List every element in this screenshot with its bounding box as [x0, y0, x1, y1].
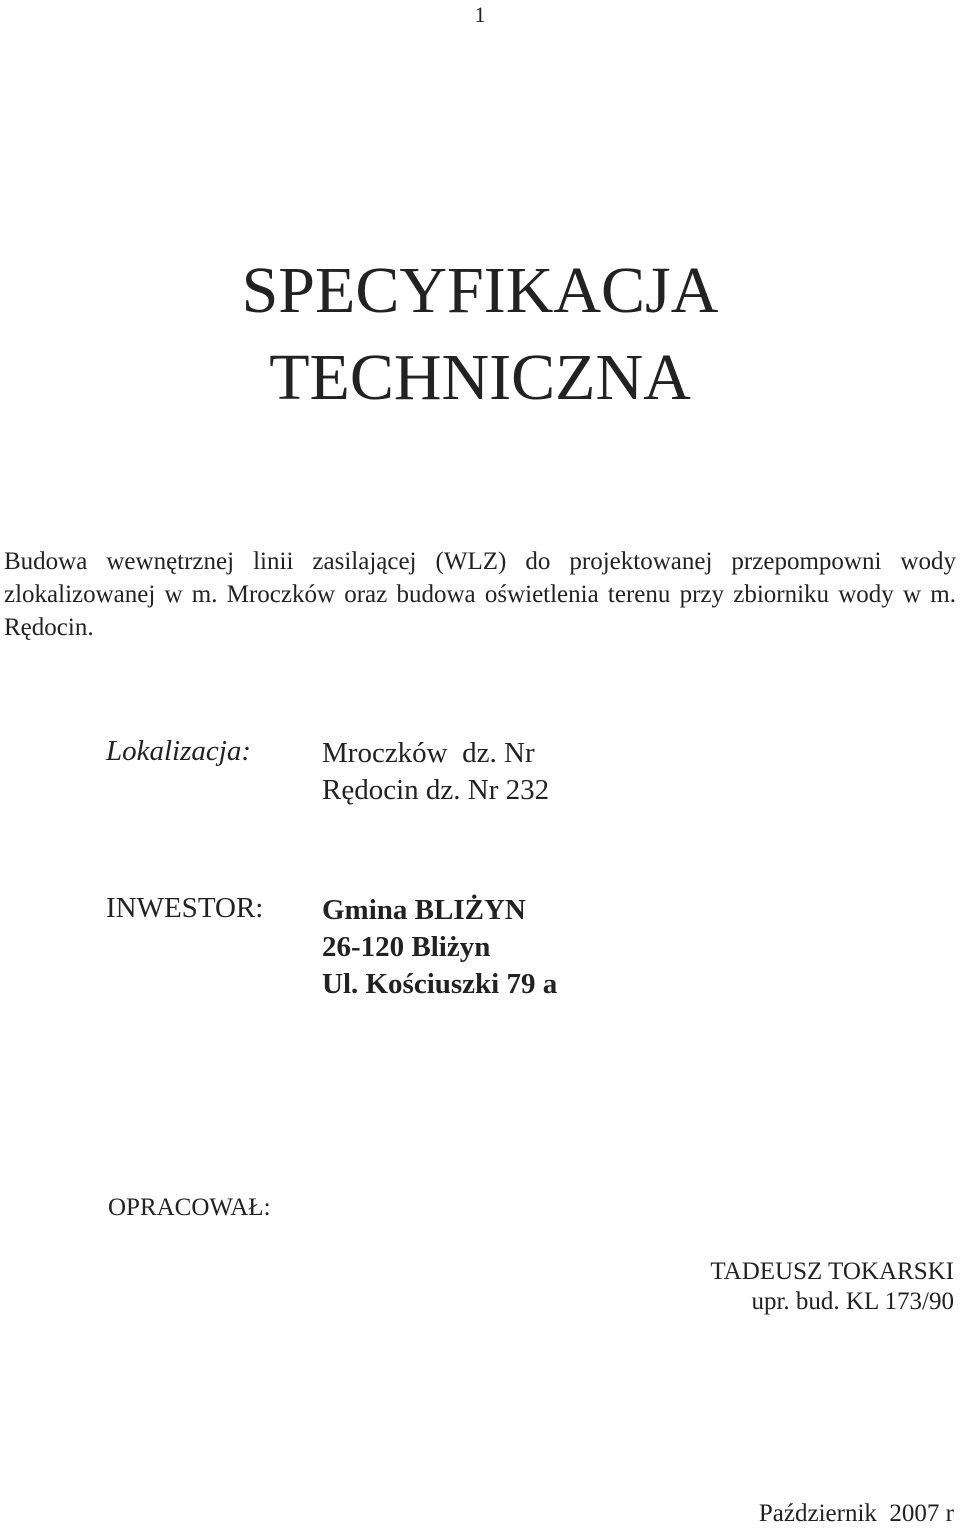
- investor-values: [322, 892, 557, 1003]
- page-number: 1: [474, 2, 486, 27]
- location-values: [322, 735, 549, 809]
- location-line-2: Rędocin dz. Nr 232: [322, 774, 550, 806]
- author-block: [710, 1257, 954, 1317]
- investor-postal-city: 26-120 Bliżyn: [322, 931, 491, 963]
- document-date: Październik 2007 r: [758, 1500, 954, 1527]
- document-title-line-2: TECHNICZNA: [269, 341, 691, 414]
- investor-street: Ul. Kościuszki 79 a: [322, 968, 558, 1000]
- location-label: Lokalizacja:: [106, 735, 251, 767]
- location-line-1: Mroczków dz. Nr: [322, 737, 535, 769]
- investor-name: Gmina BLIŻYN: [322, 894, 526, 926]
- project-description: Budowa wewnętrznej linii zasilającej (WLZ) do projektowanej przepompowni wody zlokalizowanej w m. Mroczków oraz budowa oświetlenia terenu przy zbiorniku wody w m. Rędocin.: [4, 548, 956, 641]
- investor-label: INWESTOR:: [106, 892, 264, 924]
- author-license: upr. bud. KL 173/90: [751, 1288, 954, 1315]
- document-title-line-1: SPECYFIKACJA: [241, 254, 719, 327]
- author-name: TADEUSZ TOKARSKI: [710, 1258, 954, 1285]
- prepared-by-label: OPRACOWAŁ:: [108, 1194, 271, 1221]
